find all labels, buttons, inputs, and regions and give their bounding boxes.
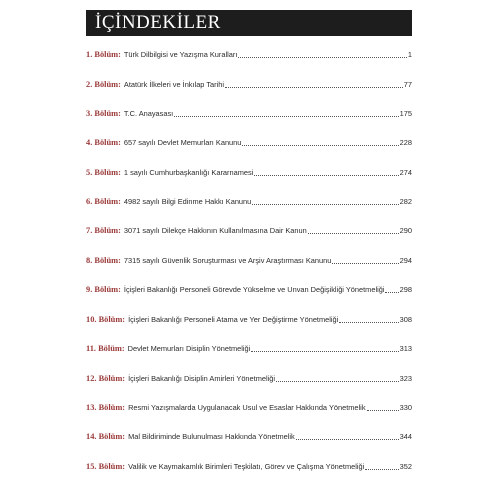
chapter-label: 10. Bölüm: xyxy=(86,315,126,324)
toc-entry[interactable] xyxy=(86,254,412,266)
chapter-label: 7. Bölüm: xyxy=(86,226,121,235)
dot-leader xyxy=(254,175,398,176)
dot-leader xyxy=(225,87,403,88)
toc-entry[interactable] xyxy=(86,401,412,413)
toc-entry[interactable] xyxy=(86,136,412,148)
toc-entry[interactable] xyxy=(86,166,412,178)
toc-entry[interactable] xyxy=(86,342,412,354)
toc-entry[interactable] xyxy=(86,430,412,442)
toc-entry[interactable] xyxy=(86,372,412,384)
entry-title: Atatürk İlkeleri ve İnkılap Tarihi xyxy=(123,80,224,89)
page-number: 228 xyxy=(399,138,412,147)
dot-leader xyxy=(276,381,399,382)
page-number: 1 xyxy=(407,50,412,59)
dot-leader xyxy=(332,263,398,264)
page-title: İÇİNDEKİLER xyxy=(95,12,221,33)
page-number: 298 xyxy=(399,285,412,294)
entry-title: T.C. Anayasası xyxy=(123,109,174,118)
dot-leader xyxy=(308,233,399,234)
page-number: 313 xyxy=(399,344,412,353)
toc-entry[interactable] xyxy=(86,48,412,60)
entry-title: 1 sayılı Cumhurbaşkanlığı Kararnamesi xyxy=(123,168,254,177)
dot-leader xyxy=(242,145,398,146)
entry-title: Mal Bildiriminde Bulunulması Hakkında Yönetmelik xyxy=(128,432,295,441)
entry-title: 3071 sayılı Dilekçe Hakkının Kullanılmasına Dair Kanun xyxy=(123,226,307,235)
entry-title: İçişleri Bakanlığı Disiplin Amirleri Yönetmeliği xyxy=(128,374,276,383)
dot-leader xyxy=(385,292,398,293)
entry-title: 7315 sayılı Güvenlik Soruşturması ve Arşiv Araştırması Kanunu xyxy=(123,256,332,265)
toc-entry[interactable] xyxy=(86,107,412,119)
page-number: 274 xyxy=(399,168,412,177)
entry-title: Valilik ve Kaymakamlık Birimleri Teşkilatı, Görev ve Çalışma Yönetmeliği xyxy=(128,462,365,471)
entry-title: İçişleri Bakanlığı Personeli Görevde Yükselme ve Unvan Değişikliği Yönetmeliği xyxy=(123,285,385,294)
entry-title: Resmi Yazışmalarda Uygulanacak Usul ve Esaslar Hakkında Yönetmelik xyxy=(128,403,366,412)
page-number: 308 xyxy=(399,315,412,324)
page-number: 352 xyxy=(399,462,412,471)
chapter-label: 12. Bölüm: xyxy=(86,374,126,383)
entry-title: Devlet Memurları Disiplin Yönetmeliği xyxy=(127,344,251,353)
dot-leader xyxy=(252,204,398,205)
page-number: 77 xyxy=(403,80,412,89)
entry-title: İçişleri Bakanlığı Personeli Atama ve Yer Değiştirme Yönetmeliği xyxy=(128,315,339,324)
chapter-label: 5. Bölüm: xyxy=(86,168,121,177)
toc-entry[interactable] xyxy=(86,224,412,236)
page-number: 323 xyxy=(399,374,412,383)
dot-leader xyxy=(174,116,398,117)
toc-entry[interactable] xyxy=(86,313,412,325)
page-number: 290 xyxy=(399,226,412,235)
page-number: 175 xyxy=(399,109,412,118)
toc-entry[interactable] xyxy=(86,460,412,472)
dot-leader xyxy=(339,322,398,323)
chapter-label: 9. Bölüm: xyxy=(86,285,121,294)
toc-entry[interactable] xyxy=(86,283,412,295)
dot-leader xyxy=(365,469,398,470)
page-number: 282 xyxy=(399,197,412,206)
page-number: 344 xyxy=(399,432,412,441)
chapter-label: 15. Bölüm: xyxy=(86,462,126,471)
entry-title: 657 sayılı Devlet Memurları Kanunu xyxy=(123,138,242,147)
chapter-label: 13. Bölüm: xyxy=(86,403,126,412)
chapter-label: 3. Bölüm: xyxy=(86,109,121,118)
toc-header xyxy=(86,10,412,36)
toc-entry[interactable] xyxy=(86,78,412,90)
chapter-label: 2. Bölüm: xyxy=(86,80,121,89)
dot-leader xyxy=(251,351,398,352)
chapter-label: 1. Bölüm: xyxy=(86,50,121,59)
dot-leader xyxy=(367,410,399,411)
dot-leader xyxy=(238,57,406,58)
entry-title: Türk Dilbilgisi ve Yazışma Kuralları xyxy=(123,50,238,59)
chapter-label: 14. Bölüm: xyxy=(86,432,126,441)
dot-leader xyxy=(296,439,399,440)
entry-title: 4982 sayılı Bilgi Edinme Hakkı Kanunu xyxy=(123,197,252,206)
page-number: 294 xyxy=(399,256,412,265)
chapter-label: 4. Bölüm: xyxy=(86,138,121,147)
chapter-label: 6. Bölüm: xyxy=(86,197,121,206)
chapter-label: 11. Bölüm: xyxy=(86,344,125,353)
chapter-label: 8. Bölüm: xyxy=(86,256,121,265)
page-number: 330 xyxy=(399,403,412,412)
toc-entry[interactable] xyxy=(86,195,412,207)
